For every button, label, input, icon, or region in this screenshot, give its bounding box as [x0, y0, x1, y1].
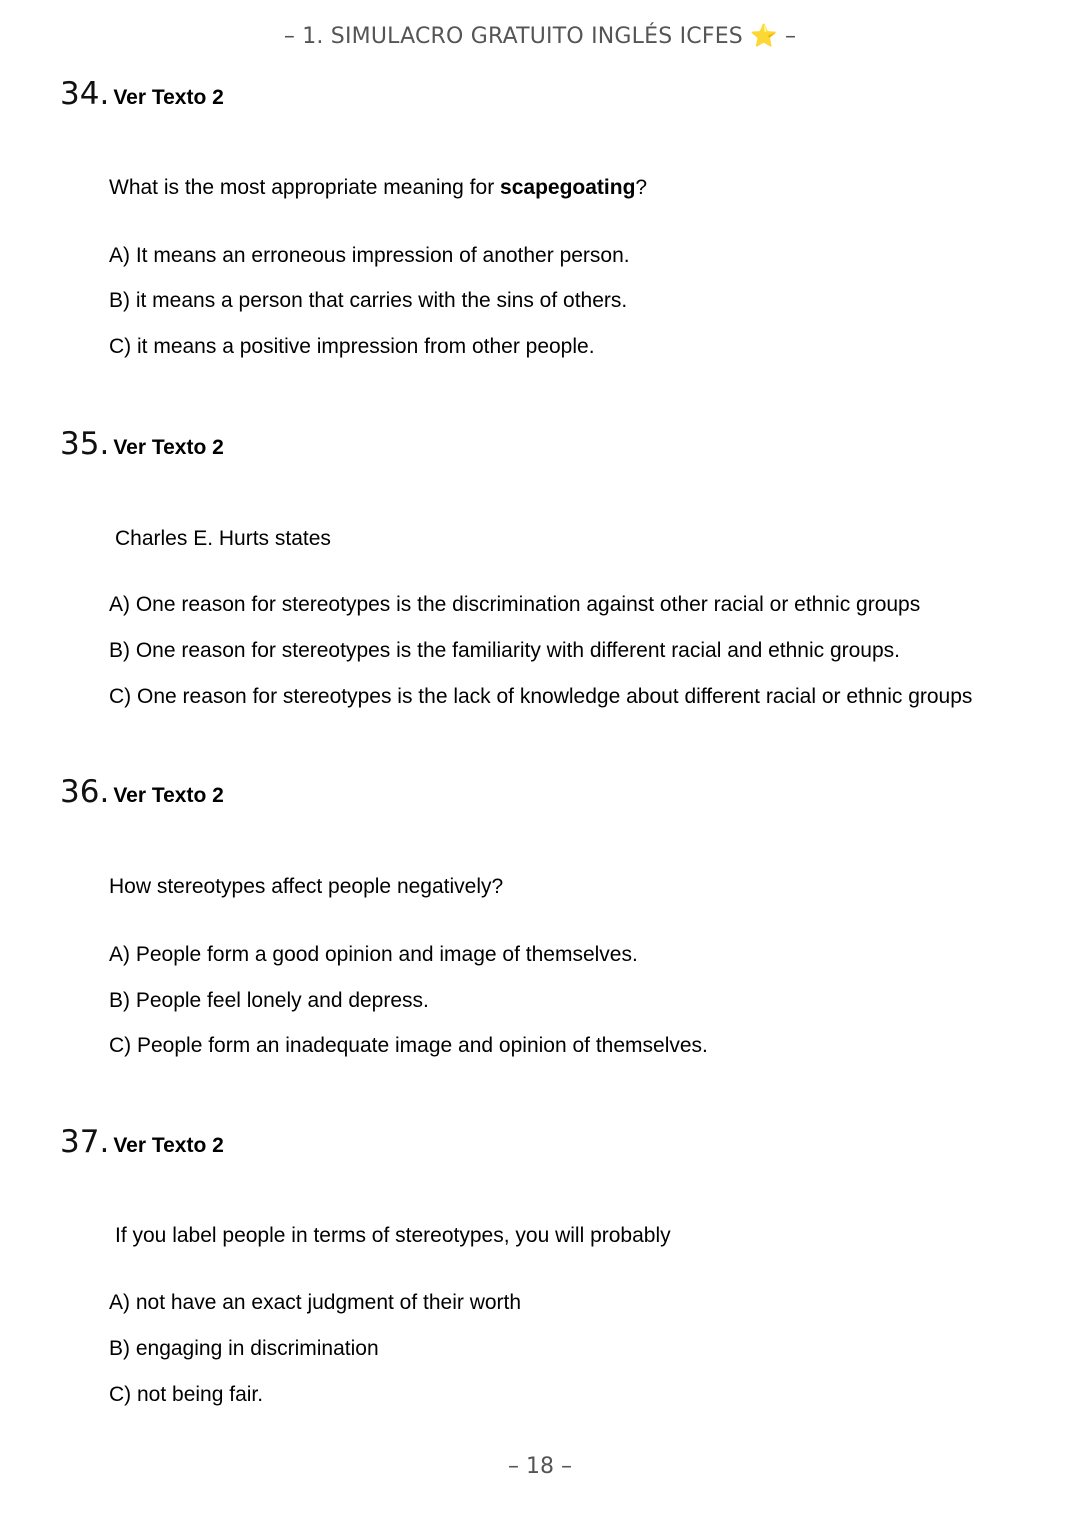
stem-text: What is the most appropriate meaning for: [109, 176, 501, 199]
question-number: 34.: [60, 76, 110, 112]
option-b[interactable]: B) it means a person that carries with the sins of others.: [109, 289, 628, 312]
header-title-suffix: –: [777, 24, 797, 49]
question-number: 36.: [60, 774, 110, 810]
option-a[interactable]: A) People form a good opinion and image of themselves.: [109, 943, 638, 966]
question-37: [60, 1124, 1040, 1406]
star-icon: ⭐: [750, 24, 778, 49]
question-header: [60, 76, 1040, 116]
question-stem: If you label people in terms of stereotypes, you will probably: [115, 1224, 671, 1247]
option-a[interactable]: A) not have an exact judgment of their worth: [109, 1291, 522, 1314]
option-b[interactable]: B) People feel lonely and depress.: [109, 989, 429, 1012]
question-36: [60, 774, 1040, 1057]
question-number: 35.: [60, 426, 110, 462]
question-number: 37.: [60, 1124, 110, 1160]
option-a[interactable]: A) It means an erroneous impression of another person.: [109, 244, 630, 267]
question-reference: Ver Texto 2: [113, 1134, 224, 1157]
question-header: [60, 1124, 1040, 1164]
question-stem: Charles E. Hurts states: [115, 527, 331, 550]
option-c[interactable]: C) One reason for stereotypes is the lack of knowledge about different racial or ethnic groups: [109, 685, 973, 708]
page-header: [0, 24, 1080, 49]
stem-punctuation: ?: [635, 176, 648, 199]
question-reference: Ver Texto 2: [113, 436, 224, 459]
stem-keyword: scapegoating: [500, 176, 636, 199]
question-reference: Ver Texto 2: [113, 784, 224, 807]
option-c[interactable]: C) People form an inadequate image and opinion of themselves.: [109, 1034, 708, 1057]
option-c[interactable]: C) it means a positive impression from other people.: [109, 335, 595, 358]
question-35: [60, 426, 1040, 708]
question-stem: [109, 176, 647, 200]
question-header: [60, 426, 1040, 466]
option-c[interactable]: C) not being fair.: [109, 1383, 264, 1406]
question-header: [60, 774, 1040, 814]
option-a[interactable]: A) One reason for stereotypes is the discrimination against other racial or ethnic groups: [109, 593, 921, 616]
question-reference: Ver Texto 2: [113, 86, 224, 109]
question-34: [60, 76, 1040, 358]
page-number: – 18 –: [508, 1454, 572, 1479]
option-b[interactable]: B) engaging in discrimination: [109, 1337, 379, 1360]
question-stem: How stereotypes affect people negatively?: [109, 875, 504, 898]
header-title: – 1. SIMULACRO GRATUITO INGLÉS ICFES: [283, 24, 751, 49]
option-b[interactable]: B) One reason for stereotypes is the familiarity with different racial and ethnic groups.: [109, 639, 900, 662]
